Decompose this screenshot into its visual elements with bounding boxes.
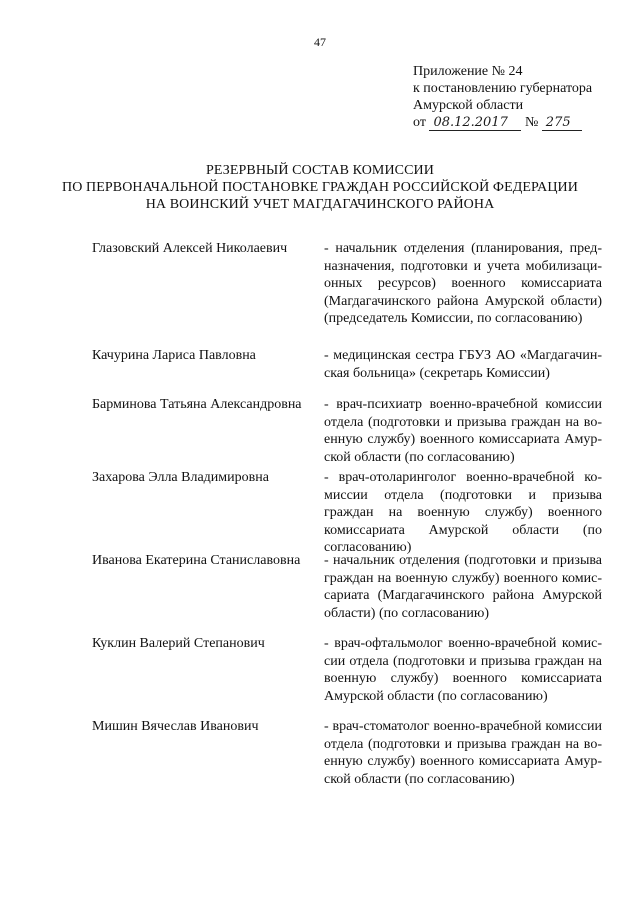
member-name: Иванова Екатерина Станиславовна bbox=[92, 553, 301, 568]
page-number: 47 bbox=[314, 35, 326, 49]
member-role: - врач-психиатр военно-врачебной комиссии отдела (подготовки и призыва граждан на военную службу) военного комиссариата Амурской области (по согласованию) bbox=[324, 397, 602, 465]
appendix-header bbox=[413, 63, 592, 131]
member-role: - начальник отделения (планирования, предназначения, подготовки и учета мобилизационных ресурсов) военного комиссариата (Магдагачинского района Амурской области) (председатель Комиссии, по согласованию) bbox=[324, 241, 602, 326]
member-role: - врач-офтальмолог военно-врачебной комиссии отдела (подготовки и призыва граждан на военную службу) военного комиссариата Амурской области (по согласованию) bbox=[324, 636, 602, 704]
appendix-number: Приложение № 24 bbox=[413, 64, 523, 79]
member-role: - медицинская сестра ГБУЗ АО «Магдагачинская больница» (секретарь Комиссии) bbox=[324, 348, 602, 381]
member-name: Захарова Элла Владимировна bbox=[92, 470, 269, 485]
member-name: Глазовский Алексей Николаевич bbox=[92, 241, 288, 256]
title-line-1: РЕЗЕРВНЫЙ СОСТАВ КОМИССИИ bbox=[206, 163, 434, 178]
member-name: Мишин Вячеслав Иванович bbox=[92, 719, 259, 734]
member-role: - врач-отоларинголог военно-врачебной комиссии отдела (подготовки и призыва граждан на военную службу) военного комиссариата Амурской области (по согласованию) bbox=[324, 470, 602, 555]
handwritten-date: 08.12.2017 bbox=[429, 116, 521, 131]
member-role: - врач-стоматолог военно-врачебной комиссии отдела (подготовки и призыва граждан на военную службу) военного комиссариата Амурской области (по согласованию) bbox=[324, 719, 602, 787]
member-name: Качурина Лариса Павловна bbox=[92, 348, 256, 363]
title-line-2: ПО ПЕРВОНАЧАЛЬНОЙ ПОСТАНОВКЕ ГРАЖДАН РОССИЙСКОЙ ФЕДЕРАЦИИ bbox=[62, 180, 578, 195]
number-label: № bbox=[524, 115, 539, 130]
title-line-3: НА ВОИНСКИЙ УЧЕТ МАГДАГАЧИНСКОГО РАЙОНА bbox=[145, 197, 495, 212]
from-label: от bbox=[413, 115, 426, 130]
member-name: Куклин Валерий Степанович bbox=[92, 636, 265, 651]
appendix-date-line bbox=[413, 114, 592, 131]
appendix-reference: к постановлению губернатора bbox=[413, 81, 593, 96]
appendix-region: Амурской области bbox=[413, 98, 524, 113]
member-name: Барминова Татьяна Александровна bbox=[92, 397, 302, 412]
document-title bbox=[0, 162, 640, 213]
handwritten-number: 275 bbox=[542, 116, 582, 131]
member-role: - начальник отделения (подготовки и призыва граждан на военную службу) военного комиссариата (Магдагачинского района Амурской области) (по согласованию) bbox=[324, 553, 602, 621]
